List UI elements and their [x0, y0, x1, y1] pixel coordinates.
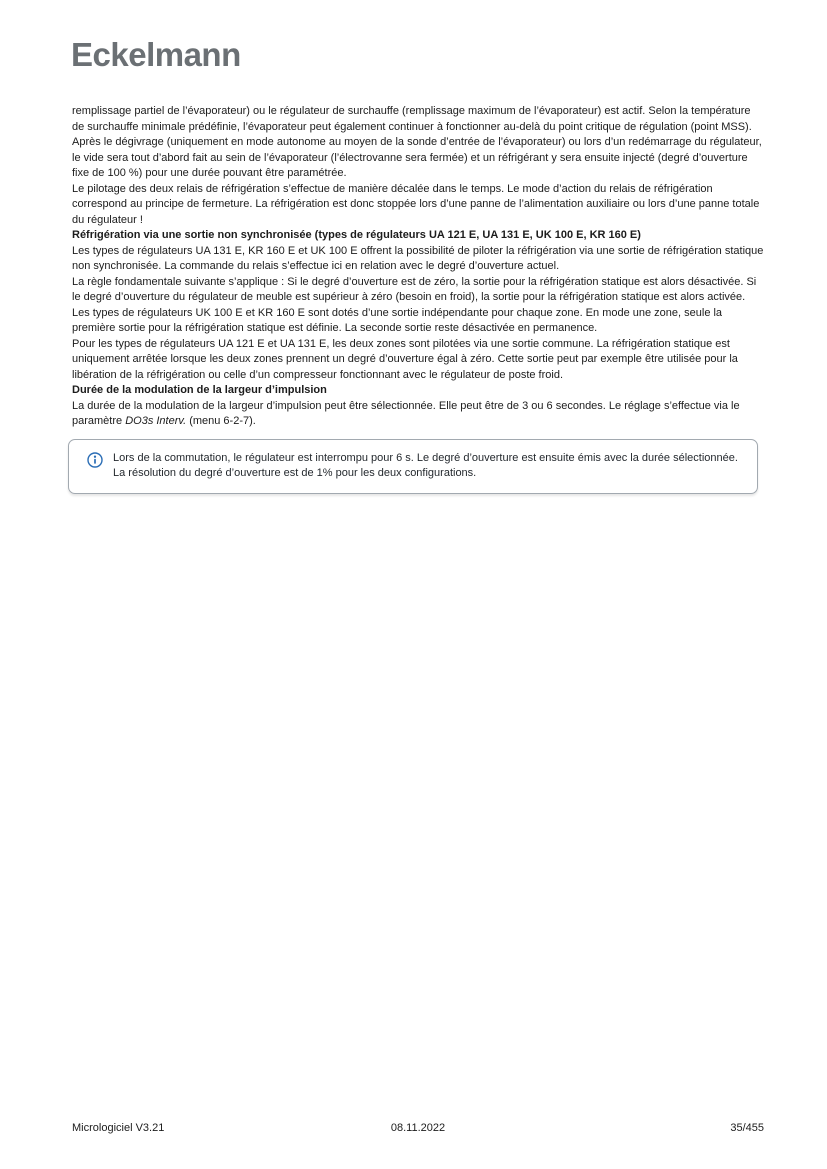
info-note-box: [68, 439, 758, 494]
footer-date: 08.11.2022: [390, 1122, 446, 1134]
info-note-text: Lors de la commutation, le régulateur est interrompu pour 6 s. Le degré d’ouverture est ensuite émis avec la durée sélectionnée. La résolution du degré d’ouverture est de 1% pour les deux configurations.: [113, 451, 738, 479]
section-heading-duree: Durée de la modulation de la largeur d’impulsion: [72, 384, 327, 396]
page-footer: [72, 1121, 764, 1136]
intro-paragraph: Après le dégivrage (uniquement en mode autonome au moyen de la sonde d’entrée de l’évaporateur) ou lors d’un redémarrage du régulateur, le vide sera tout d’abord fait au sein de l’évaporateur (l’électrovanne sera fermée) et un réfrigérant y sera ensuite injecté (degré d’ouverture fixe de 100 %) pour une durée pouvant être paramétrée.: [72, 136, 762, 179]
section-paragraph: Pour les types de régulateurs UA 121 E et UA 131 E, les deux zones sont pilotées via une sortie commune. La réfrigération statique est uniquement arrêtée lorsque les deux zones prennent un degré d’ouverture égal à zéro. Cette sortie peut par exemple être utilisée pour la libération de la réfrigération ou celle d’un compresseur fonctionnant avec le régulateur de poste froid.: [72, 337, 738, 381]
page-content: [72, 104, 764, 494]
info-icon: [87, 452, 103, 468]
intro-paragraph: Le pilotage des deux relais de réfrigération s’effectue de manière décalée dans le temps. Le mode d’action du relais de réfrigération correspond au principe de fermeture. La réfrigération est donc stoppée lors d’une panne de l’alimentation auxiliaire ou lors d’une panne totale du régulateur !: [72, 182, 760, 226]
section-heading-refrigeration: Réfrigération via une sortie non synchronisée (types de régulateurs UA 121 E, UA 131 E, UK 100 E, KR 160 E): [72, 229, 641, 241]
body-text: (menu 6-2-7).: [186, 415, 256, 427]
eckelmann-logo: Eckelmann: [71, 36, 241, 73]
body-text: La durée de la modulation de la largeur d’impulsion peut être sélectionnée. Elle peut être de 3 ou 6 secondes. Le réglage s’effectue via le paramètre: [72, 399, 740, 427]
intro-paragraph: remplissage partiel de l’évaporateur) ou le régulateur de surchauffe (remplissage maximum de l’évaporateur) est actif. Selon la température de surchauffe minimale prédéfinie, l’évaporateur peut également continuer à fonctionner au-delà du point critique de régulation (point MSS).: [72, 105, 752, 133]
section-paragraph: Les types de régulateurs UA 131 E, KR 160 E et UK 100 E offrent la possibilité de piloter la réfrigération via une sortie de réfrigération statique non synchronisée. La commande du relais s’effectue ici en relation avec le degré d’ouverture actuel.: [72, 244, 764, 272]
footer-firmware-version: Micrologiciel V3.21: [72, 1122, 165, 1134]
section-paragraph: [72, 399, 764, 430]
section-paragraph: La règle fondamentale suivante s’applique : Si le degré d’ouverture est de zéro, la sortie pour la réfrigération statique est alors désactivée. Si le degré d’ouverture du régulateur de meuble est supérieur à zéro (besoin en froid), la sortie pour la réfrigération statique est alors activée. Les types de régulateurs UK 100 E et KR 160 E sont dotés d’une sortie indépendante pour chaque zone. En mode une zone, seule la première sortie pour la réfrigération statique est définie. La seconde sortie reste désactivée en permanence.: [72, 275, 757, 334]
parameter-name: DO3s Interv.: [125, 415, 187, 427]
footer-page-number: 35/455: [730, 1122, 765, 1134]
